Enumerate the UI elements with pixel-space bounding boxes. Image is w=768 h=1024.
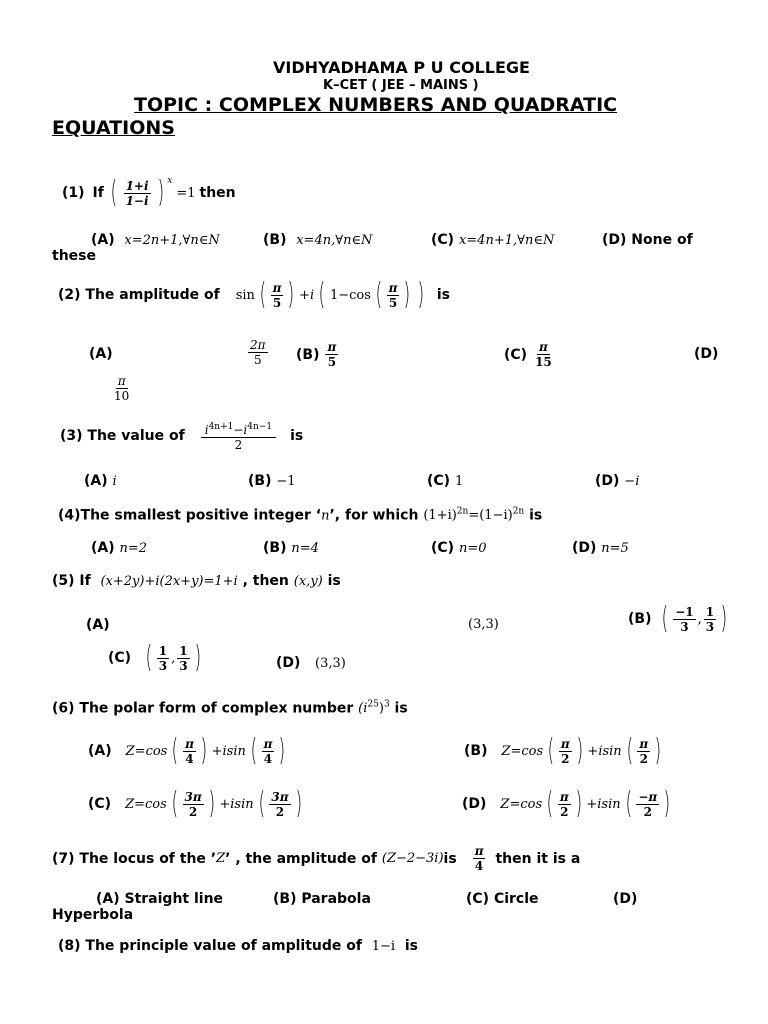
question-5: (5) If (x+2y)+i(2x+y)=1+i , then (x,y) is — [52, 573, 341, 589]
college-name: VIDHYADHAMA P U COLLEGE — [273, 58, 530, 77]
question-6: (6) The polar form of complex number $(i^{25})^3$ is — [52, 700, 408, 717]
fraction: $\frac{\pi}{5}$ — [272, 280, 282, 310]
option-a[interactable]: (A) i — [84, 473, 117, 489]
option-a[interactable]: (A) x=2n+1,∀n∈N — [91, 232, 220, 248]
option-d[interactable]: (D) (3,3) — [276, 655, 346, 671]
option-d-value: $\frac{\pi}{10}$ — [114, 374, 130, 403]
right-paren: ) — [417, 277, 425, 312]
option-b[interactable]: (B) Parabola — [273, 891, 371, 907]
option-c[interactable]: (C) $\frac{\pi}{15}$ — [504, 340, 552, 369]
option-d[interactable]: (D) Z=cos ( $\frac{\pi}{2}$ ) +isin ( $\frac{-\pi}{2}$ ) — [462, 786, 671, 821]
question-text: If — [92, 185, 104, 201]
question-8: (8) The principle value of amplitude of 1−i is — [58, 938, 418, 954]
left-paren: ( — [110, 175, 117, 210]
option-d[interactable]: (D) None of — [602, 232, 693, 248]
question-7: (7) The locus of the ’ Z ’ , the amplitude of (Z−2−3i) is $\frac{\pi}{4}$ then it is a — [52, 844, 581, 873]
option-d-continued: Hyperbola — [52, 907, 134, 923]
left-paren: ( — [259, 277, 267, 312]
option-d[interactable]: (D) — [613, 891, 638, 907]
option-b[interactable]: (B) $\frac{\pi}{5}$ — [296, 340, 337, 369]
question-number: (1) — [62, 185, 85, 201]
option-a-value: $\frac{2\pi}{5}$ — [250, 338, 266, 367]
option-b[interactable]: (B) Z=cos ( $\frac{\pi}{2}$ ) +isin ( $\frac{\pi}{2}$ ) — [464, 733, 662, 768]
exam-name: K–CET ( JEE – MAINS ) — [323, 78, 479, 93]
question-text: is — [436, 287, 450, 303]
question-1 — [62, 175, 236, 210]
question-2 — [58, 277, 450, 312]
question-4: (4)The smallest positive integer ‘n’, for which $(1+i)^{2n}=(1-i)^{2n}$ is — [58, 507, 543, 524]
question-text: (2) The amplitude of — [58, 287, 220, 303]
option-d[interactable]: (D) n=5 — [572, 540, 629, 556]
option-d[interactable]: (D) −i — [595, 473, 640, 489]
topic-line-2: EQUATIONS — [52, 117, 175, 139]
option-a[interactable]: (A) Z=cos ( $\frac{\pi}{4}$ ) +isin ( $\frac{\pi}{4}$ ) — [88, 733, 286, 768]
question-text: is — [290, 428, 304, 444]
topic-line-1: TOPIC : COMPLEX NUMBERS AND QUADRATIC — [134, 94, 618, 116]
option-c[interactable]: (C) n=0 — [431, 540, 487, 556]
question-text: (3) The value of — [60, 428, 185, 444]
option-b[interactable]: (B) −1 — [248, 473, 296, 489]
option-b[interactable]: (B) n=4 — [263, 540, 319, 556]
math-plus-i: +i — [299, 287, 315, 303]
option-b[interactable]: (B) ( $\frac{-1}{3}$ , $\frac{1}{3}$ ) — [628, 601, 728, 636]
option-a-label[interactable]: (A) — [89, 346, 113, 362]
option-a-value: (3,3) — [468, 617, 499, 632]
option-b[interactable]: (B) x=4n,∀n∈N — [263, 232, 373, 248]
left-paren: ( — [318, 277, 326, 312]
fraction: $\frac{i^{4n+1}-i^{4n-1}}{2}$ — [201, 420, 276, 452]
option-c[interactable]: (C) ( $\frac{1}{3}$ , $\frac{1}{3}$ ) — [108, 640, 201, 675]
left-paren: ( — [375, 277, 382, 312]
fraction: $\frac{\pi}{5}$ — [388, 280, 398, 310]
option-c[interactable]: (C) x=4n+1,∀n∈N — [431, 232, 555, 248]
option-c[interactable]: (C) 1 — [427, 473, 464, 489]
right-paren: ) — [404, 277, 411, 312]
fraction: $\frac{1+i}{1-i}$ — [125, 178, 149, 208]
option-c[interactable]: (C) Z=cos ( $\frac{3\pi}{2}$ ) +isin ( $\frac{3\pi}{2}$ ) — [88, 786, 302, 821]
option-d-continued: these — [52, 248, 96, 264]
option-a[interactable]: (A) Straight line — [96, 891, 224, 907]
option-c[interactable]: (C) Circle — [466, 891, 539, 907]
option-d-label[interactable]: (D) — [694, 346, 719, 362]
option-a-label[interactable]: (A) — [86, 617, 110, 633]
equation-rhs: =1 — [176, 185, 196, 201]
exponent: x — [167, 176, 173, 186]
right-paren: ) — [157, 175, 164, 210]
math-expr: 1−cos — [329, 287, 371, 303]
option-a[interactable]: (A) n=2 — [91, 540, 148, 556]
question-text: then — [199, 185, 236, 201]
math-sin: sin — [235, 287, 255, 303]
question-3 — [60, 420, 303, 452]
right-paren: ) — [288, 277, 295, 312]
